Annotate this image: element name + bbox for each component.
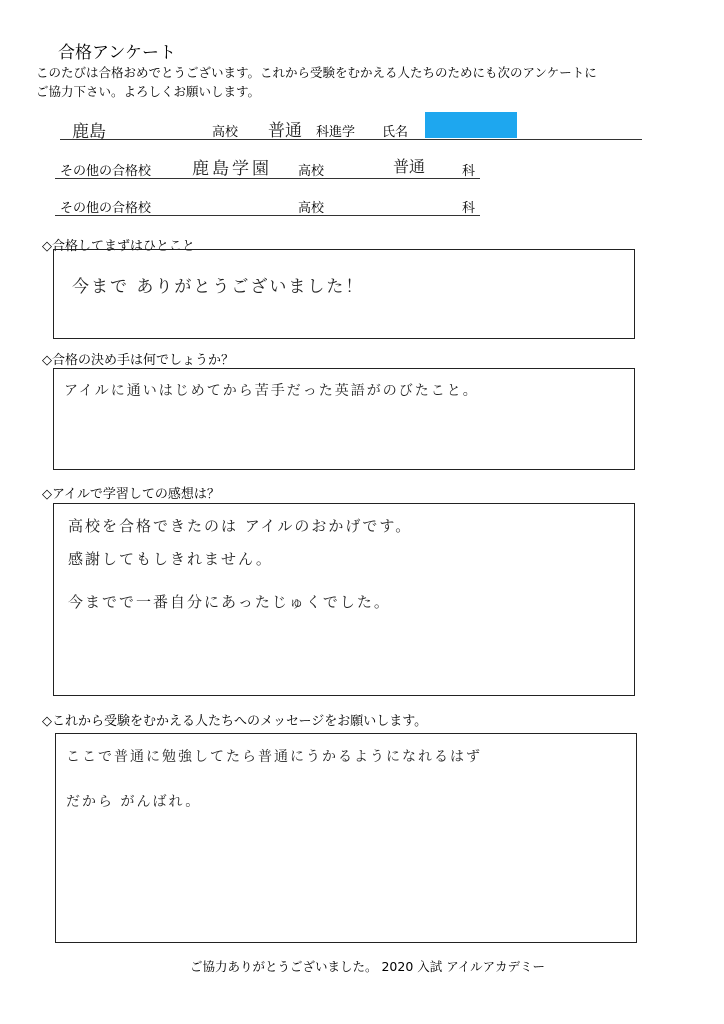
- other-school-2-school-label: 高校: [298, 201, 325, 216]
- question-1-answer-line-1: 今まで ありがとうございました！: [72, 277, 365, 297]
- question-3-answer-line-3: 今までで一番自分にあったじゅくでした。: [68, 593, 391, 611]
- intro-text-line-2: ご協力下さい。よろしくお願いします。: [36, 84, 261, 99]
- footer-text: ご協力ありがとうございました。 2020 入試 アイルアカデミー: [190, 959, 545, 974]
- question-3-prompt: ◇アイルで学習しての感想は？: [42, 487, 220, 502]
- question-4-answer-line-2: だから がんばれ。: [66, 794, 202, 810]
- main-school-name: 鹿島: [72, 122, 106, 142]
- question-3-answer-line-1: 高校を合格できたのは アイルのおかげです。: [68, 517, 413, 535]
- main-school-label: 高校: [212, 125, 239, 140]
- main-course-name: 普通: [268, 121, 302, 141]
- question-2-answer-line-1: アイルに通いはじめてから苦手だった英語がのびたこと。: [64, 383, 479, 399]
- intro-text-line-1: このたびは合格おめでとうございます。これから受験をむかえる人たちのためにも次のアンケートに: [36, 65, 597, 80]
- other-school-1-name: 鹿島学園: [192, 159, 272, 179]
- name-label: 氏名: [382, 125, 409, 140]
- question-1-prompt: ◇合格してまずはひとこと: [42, 239, 195, 254]
- question-4-answer-line-1: ここで普通に勉強してたら普通にうかるようになれるはず: [66, 749, 482, 765]
- other-school-1-label: その他の合格校: [60, 164, 152, 179]
- other-school-1-course-label: 科: [462, 164, 476, 179]
- name-redaction: [425, 112, 517, 138]
- other-school-2-underline: [55, 215, 480, 216]
- survey-title: 合格アンケート: [58, 43, 176, 63]
- other-school-2-label: その他の合格校: [60, 201, 152, 216]
- other-school-2-course-label: 科: [462, 201, 476, 216]
- other-school-1-course: 普通: [393, 157, 426, 176]
- other-school-1-school-label: 高校: [298, 164, 325, 179]
- main-school-underline: [60, 139, 642, 140]
- other-school-1-underline: [55, 178, 480, 179]
- question-4-prompt: ◇これから受験をむかえる人たちへのメッセージをお願いします。: [42, 714, 428, 729]
- question-3-answer-line-2: 感謝してもしきれません。: [68, 550, 273, 568]
- question-2-prompt: ◇合格の決め手は何でしょうか？: [42, 353, 234, 368]
- main-course-label: 科進学: [316, 125, 356, 140]
